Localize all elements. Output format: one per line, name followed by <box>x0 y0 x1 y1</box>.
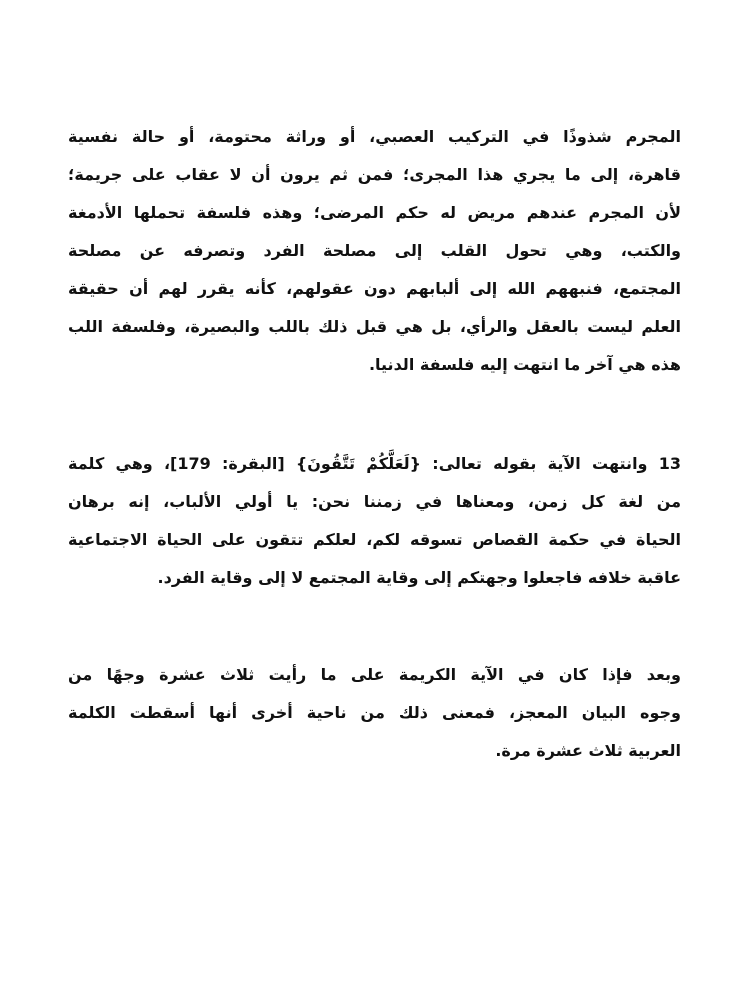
paragraph-1 <box>68 118 681 384</box>
text-line: لأن المجرم عندهم مريض له حكم المرضى؛ وهذه فلسفة تحملها الأدمغة <box>68 203 681 222</box>
text-line: العربية ثلاث عشرة مرة. <box>495 741 681 760</box>
text-line: المجتمع، فنبههم الله إلى ألبابهم دون عقولهم، كأنه يقرر لهم أن حقيقة <box>68 279 681 298</box>
text-line: وبعد فإذا كان في الآية الكريمة على ما رأيت ثلاث عشرة وجهًا من <box>68 665 681 684</box>
paragraph-2 <box>68 445 681 597</box>
text-line: عاقبة خلافه فاجعلوا وجهتكم إلى وقاية المجتمع لا إلى وقاية الفرد. <box>157 568 681 587</box>
text-line: 13 وانتهت الآية بقوله تعالى: {لَعَلَّكُمْ تَتَّقُونَ} [البقرة: 179]، وهي كلمة <box>68 454 681 473</box>
text-line: الحياة في حكمة القصاص تسوقه لكم، لعلكم تتقون على الحياة الاجتماعية <box>68 530 681 549</box>
text-line: وجوه البيان المعجز، فمعنى ذلك من ناحية أخرى أنها أسقطت الكلمة <box>68 703 681 722</box>
paragraph-3 <box>68 656 681 770</box>
text-line: من لغة كل زمن، ومعناها في زمننا نحن: يا أولي الألباب، إنه برهان <box>68 492 681 511</box>
text-line: قاهرة، إلى ما يجري هذا المجرى؛ فمن ثم يرون أن لا عقاب على جريمة؛ <box>68 165 681 184</box>
text-line: والكتب، وهي تحول القلب إلى مصلحة الفرد وتصرفه عن مصلحة <box>68 241 681 260</box>
text-line: المجرم شذوذًا في التركيب العصبي، أو وراثة محتومة، أو حالة نفسية <box>68 127 681 146</box>
text-line: هذه هي آخر ما انتهت إليه فلسفة الدنيا. <box>368 355 681 374</box>
text-line: العلم ليست بالعقل والرأي، بل هي قبل ذلك باللب والبصيرة، وفلسفة اللب <box>68 317 681 336</box>
